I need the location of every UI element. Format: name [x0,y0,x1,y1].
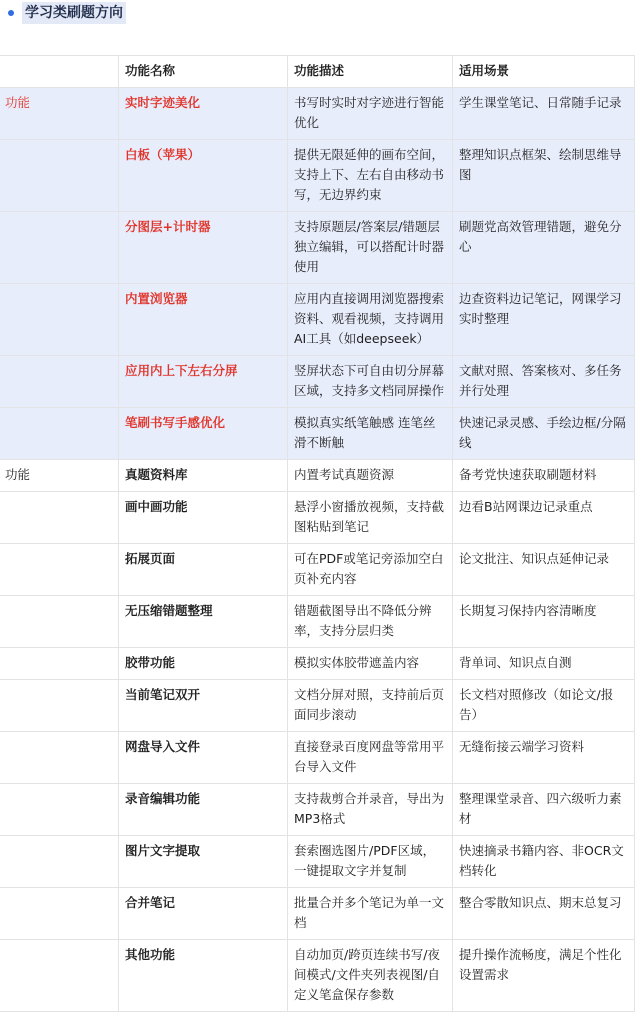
feature-description-cell: 模拟真实纸笔触感 连笔丝滑不断触 [288,408,453,460]
category-cell [0,284,119,356]
feature-name-cell: 合并笔记 [119,888,288,940]
category-cell [0,544,119,596]
feature-name-cell: 实时字迹美化 [119,88,288,140]
table-row [0,940,635,1012]
feature-name-cell: 无压缩错题整理 [119,596,288,648]
feature-description-cell: 应用内直接调用浏览器搜索资料、观看视频，支持调用AI工具（如deepseek） [288,284,453,356]
feature-name-cell: 拓展页面 [119,544,288,596]
category-cell [0,784,119,836]
table-body [0,88,635,1012]
feature-name-cell: 内置浏览器 [119,284,288,356]
table-row [0,284,635,356]
category-cell [0,836,119,888]
feature-description-cell: 直接登录百度网盘等常用平台导入文件 [288,732,453,784]
feature-name-cell: 胶带功能 [119,648,288,680]
feature-scene-cell: 整理课堂录音、四六级听力素材 [453,784,635,836]
feature-description-cell: 错题截图导出不降低分辨率，支持分层归类 [288,596,453,648]
feature-scene-cell: 整合零散知识点、期末总复习 [453,888,635,940]
feature-description-cell: 支持原题层/答案层/错题层独立编辑，可以搭配计时器使用 [288,212,453,284]
feature-description-cell: 书写时实时对字迹进行智能优化 [288,88,453,140]
table-row [0,544,635,596]
feature-name-cell: 真题资料库 [119,460,288,492]
table-row [0,492,635,544]
feature-scene-cell: 提升操作流畅度，满足个性化设置需求 [453,940,635,1012]
feature-description-cell: 悬浮小窗播放视频，支持截图粘贴到笔记 [288,492,453,544]
feature-scene-cell: 背单词、知识点自测 [453,648,635,680]
category-cell [0,492,119,544]
feature-scene-cell: 论文批注、知识点延伸记录 [453,544,635,596]
category-cell [0,140,119,212]
header-name: 功能名称 [119,56,288,88]
category-cell: 功能 [0,88,119,140]
category-cell [0,596,119,648]
feature-description-cell: 文档分屏对照，支持前后页面同步滚动 [288,680,453,732]
category-cell [0,356,119,408]
table-row [0,836,635,888]
feature-description-cell: 内置考试真题资源 [288,460,453,492]
feature-name-cell: 画中画功能 [119,492,288,544]
feature-scene-cell: 刷题党高效管理错题，避免分心 [453,212,635,284]
feature-description-cell: 可在PDF或笔记旁添加空白页补充内容 [288,544,453,596]
table-row [0,596,635,648]
table-row [0,888,635,940]
feature-scene-cell: 边看B站网课边记录重点 [453,492,635,544]
feature-scene-cell: 快速记录灵感、手绘边框/分隔线 [453,408,635,460]
table-row [0,784,635,836]
feature-scene-cell: 备考党快速获取刷题材料 [453,460,635,492]
feature-description-cell: 竖屏状态下可自由切分屏幕区域，支持多文档同屏操作 [288,356,453,408]
table-header-row [0,56,635,88]
feature-name-cell: 网盘导入文件 [119,732,288,784]
feature-description-cell: 套索圈选图片/PDF区域，一键提取文字并复制 [288,836,453,888]
category-cell [0,940,119,1012]
table-row [0,460,635,492]
feature-description-cell: 自动加页/跨页连续书写/夜间模式/文件夹列表视图/自定义笔盒保存参数 [288,940,453,1012]
feature-scene-cell: 边查资料边记笔记，网课学习实时整理 [453,284,635,356]
table-row [0,356,635,408]
category-cell [0,888,119,940]
feature-name-cell: 应用内上下左右分屏 [119,356,288,408]
feature-description-cell: 模拟实体胶带遮盖内容 [288,648,453,680]
table-row [0,408,635,460]
feature-name-cell: 图片文字提取 [119,836,288,888]
feature-scene-cell: 文献对照、答案核对、多任务并行处理 [453,356,635,408]
feature-description-cell: 批量合并多个笔记为单一文档 [288,888,453,940]
category-cell [0,648,119,680]
category-cell [0,408,119,460]
feature-name-cell: 笔刷书写手感优化 [119,408,288,460]
feature-scene-cell: 长文档对照修改（如论文/报告） [453,680,635,732]
feature-name-cell: 白板（苹果） [119,140,288,212]
feature-name-cell: 当前笔记双开 [119,680,288,732]
section-heading [8,0,126,26]
feature-name-cell: 其他功能 [119,940,288,1012]
category-cell [0,212,119,284]
feature-description-cell: 提供无限延伸的画布空间，支持上下、左右自由移动书写，无边界约束 [288,140,453,212]
feature-scene-cell: 无缝衔接云端学习资料 [453,732,635,784]
table-row [0,648,635,680]
feature-description-cell: 支持裁剪合并录音，导出为MP3格式 [288,784,453,836]
feature-name-cell: 录音编辑功能 [119,784,288,836]
category-cell: 功能 [0,460,119,492]
feature-name-cell: 分图层+计时器 [119,212,288,284]
heading-text: 学习类刷题方向 [22,2,126,24]
table-row [0,88,635,140]
category-cell [0,732,119,784]
feature-table [0,55,635,1012]
feature-scene-cell: 快速摘录书籍内容、非OCR文档转化 [453,836,635,888]
category-cell [0,680,119,732]
header-description: 功能描述 [288,56,453,88]
header-scene: 适用场景 [453,56,635,88]
header-category [0,56,119,88]
table-row [0,732,635,784]
table-row [0,680,635,732]
bullet-icon [8,10,14,16]
feature-scene-cell: 学生课堂笔记、日常随手记录 [453,88,635,140]
table-row [0,140,635,212]
feature-scene-cell: 长期复习保持内容清晰度 [453,596,635,648]
feature-scene-cell: 整理知识点框架、绘制思维导图 [453,140,635,212]
table-row [0,212,635,284]
